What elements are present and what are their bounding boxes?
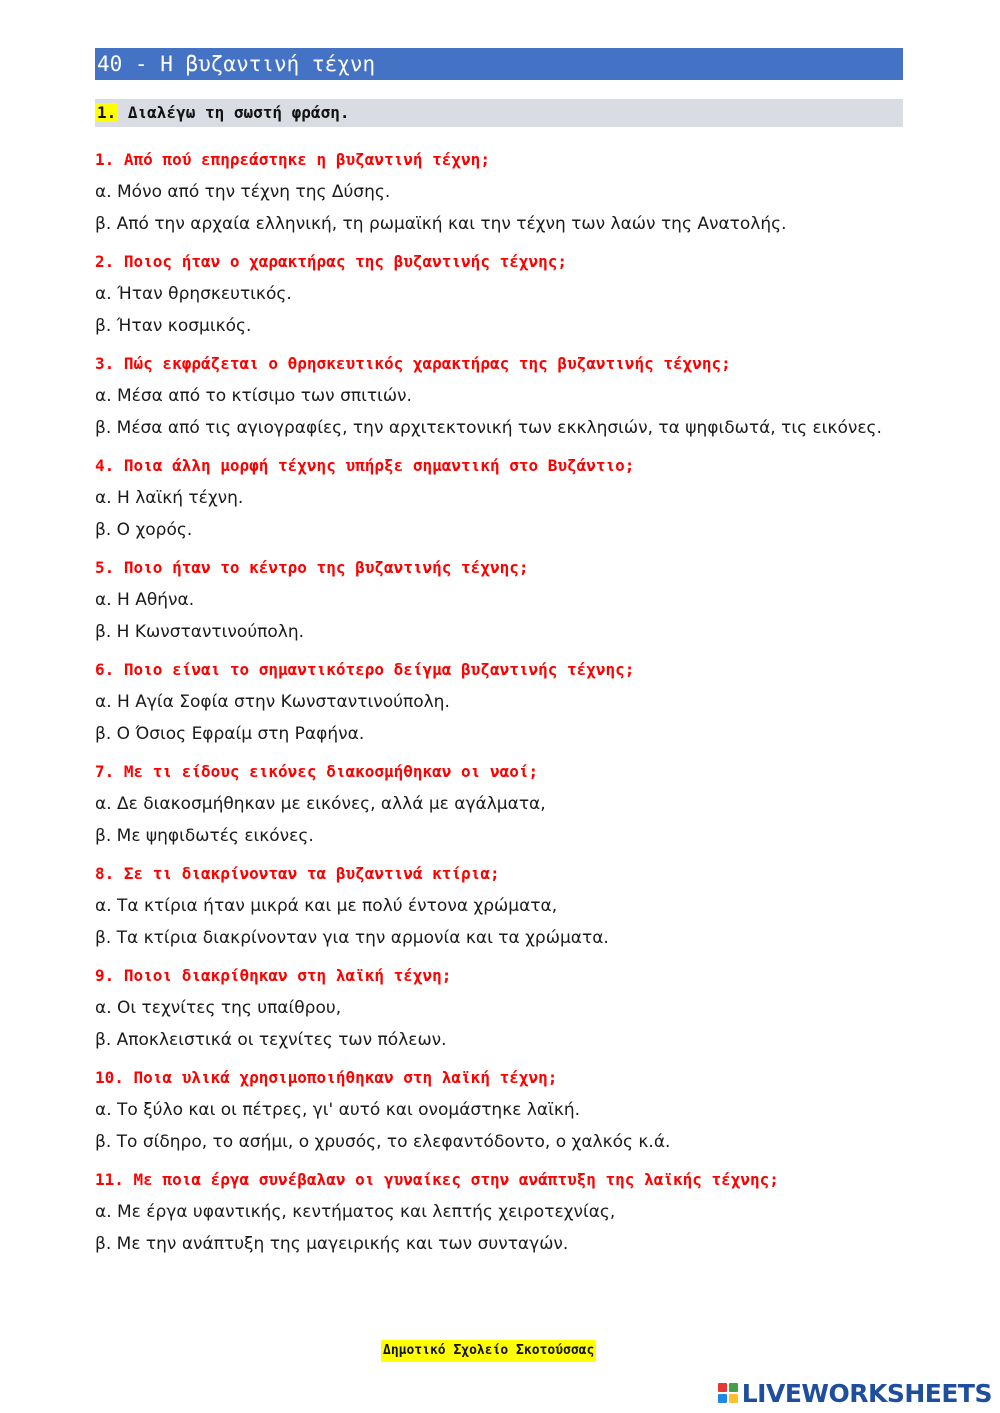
- section-heading: [95, 99, 903, 127]
- question-block: [95, 1062, 915, 1158]
- answer-option-a[interactable]: α. Μόνο από την τέχνη της Δύσης.: [95, 182, 391, 202]
- section-number: 1.: [97, 103, 117, 122]
- answer-option-a[interactable]: α. Οι τεχνίτες της υπαίθρου,: [95, 998, 342, 1018]
- answer-option-a[interactable]: α. Δε διακοσμήθηκαν με εικόνες, αλλά με αγάλματα,: [95, 794, 546, 814]
- answer-option-b[interactable]: β. Ήταν κοσμικός.: [95, 316, 252, 336]
- logo-square-blue: [718, 1394, 727, 1403]
- answer-option-b[interactable]: β. Τα κτίρια διακρίνονταν για την αρμονία και τα χρώματα.: [95, 928, 609, 948]
- logo-square-yellow: [729, 1394, 738, 1403]
- answer-option-b[interactable]: β. Μέσα από τις αγιογραφίες, την αρχιτεκτονική των εκκλησιών, τα ψηφιδωτά, τις εικόνες.: [95, 418, 882, 438]
- answer-option-a[interactable]: α. Η Αγία Σοφία στην Κωνσταντινούπολη.: [95, 692, 450, 712]
- question-block: [95, 450, 915, 546]
- question-block: [95, 858, 915, 954]
- section-instruction: Διαλέγω τη σωστή φράση.: [127, 103, 350, 122]
- answer-option-b[interactable]: β. Με ψηφιδωτές εικόνες.: [95, 826, 314, 846]
- brand-name: LIVEWORKSHEETS: [741, 1378, 992, 1408]
- logo-square-green: [729, 1383, 738, 1392]
- answer-option-b[interactable]: β. Ο χορός.: [95, 520, 193, 540]
- question-text: 2. Ποιος ήταν ο χαρακτήρας της βυζαντινής τέχνης;: [95, 252, 568, 271]
- question-block: [95, 654, 915, 750]
- question-text: 7. Με τι είδους εικόνες διακοσμήθηκαν οι ναοί;: [95, 762, 539, 781]
- answer-option-a[interactable]: α. Μέσα από το κτίσιμο των σπιτιών.: [95, 386, 412, 406]
- question-block: [95, 246, 915, 342]
- question-block: [95, 756, 915, 852]
- quiz-list: [95, 144, 915, 1260]
- answer-option-a[interactable]: α. Με έργα υφαντικής, κεντήματος και λεπτής χειροτεχνίας,: [95, 1202, 616, 1222]
- question-text: 9. Ποιοι διακρίθηκαν στη λαϊκή τέχνη;: [95, 966, 452, 985]
- liveworksheets-logo-icon: [718, 1383, 738, 1403]
- answer-option-a[interactable]: α. Η Αθήνα.: [95, 590, 195, 610]
- liveworksheets-brand: [718, 1378, 992, 1408]
- logo-square-red: [718, 1383, 727, 1392]
- question-text: 11. Με ποια έργα συνέβαλαν οι γυναίκες στην ανάπτυξη της λαϊκής τέχνης;: [95, 1170, 779, 1189]
- answer-option-b[interactable]: β. Αποκλειστικά οι τεχνίτες των πόλεων.: [95, 1030, 447, 1050]
- question-block: [95, 1164, 915, 1260]
- answer-option-b[interactable]: β. Με την ανάπτυξη της μαγειρικής και των συνταγών.: [95, 1234, 569, 1254]
- answer-option-b[interactable]: β. Ο Όσιος Εφραίμ στη Ραφήνα.: [95, 724, 365, 744]
- school-footer: Δημοτικό Σχολείο Σκοτούσσας: [381, 1340, 596, 1362]
- question-block: [95, 552, 915, 648]
- question-text: 4. Ποια άλλη μορφή τέχνης υπήρξε σημαντική στο Βυζάντιο;: [95, 456, 635, 475]
- answer-option-a[interactable]: α. Τα κτίρια ήταν μικρά και με πολύ έντονα χρώματα,: [95, 896, 558, 916]
- answer-option-a[interactable]: α. Το ξύλο και οι πέτρες, γι' αυτό και ονομάστηκε λαϊκή.: [95, 1100, 581, 1120]
- question-text: 5. Ποιο ήταν το κέντρο της βυζαντινής τέχνης;: [95, 558, 529, 577]
- question-text: 10. Ποια υλικά χρησιμοποιήθηκαν στη λαϊκή τέχνη;: [95, 1068, 558, 1087]
- answer-option-b[interactable]: β. Η Κωνσταντινούπολη.: [95, 622, 305, 642]
- question-text: 3. Πώς εκφράζεται ο θρησκευτικός χαρακτήρας της βυζαντινής τέχνης;: [95, 354, 731, 373]
- question-text: 1. Από πού επηρεάστηκε η βυζαντινή τέχνη;: [95, 150, 490, 169]
- question-block: [95, 960, 915, 1056]
- answer-option-b[interactable]: β. Το σίδηρο, το ασήμι, ο χρυσός, το ελεφαντόδοντο, ο χαλκός κ.ά.: [95, 1132, 671, 1152]
- answer-option-a[interactable]: α. Ήταν θρησκευτικός.: [95, 284, 292, 304]
- question-text: 8. Σε τι διακρίνονταν τα βυζαντινά κτίρια;: [95, 864, 500, 883]
- question-text: 6. Ποιο είναι το σημαντικότερο δείγμα βυζαντινής τέχνης;: [95, 660, 635, 679]
- page-title: 40 - Η βυζαντινή τέχνη: [95, 48, 903, 80]
- question-block: [95, 348, 915, 444]
- answer-option-a[interactable]: α. Η λαϊκή τέχνη.: [95, 488, 244, 508]
- question-block: [95, 144, 915, 240]
- answer-option-b[interactable]: β. Από την αρχαία ελληνική, τη ρωμαϊκή και την τέχνη των λαών της Ανατολής.: [95, 214, 787, 234]
